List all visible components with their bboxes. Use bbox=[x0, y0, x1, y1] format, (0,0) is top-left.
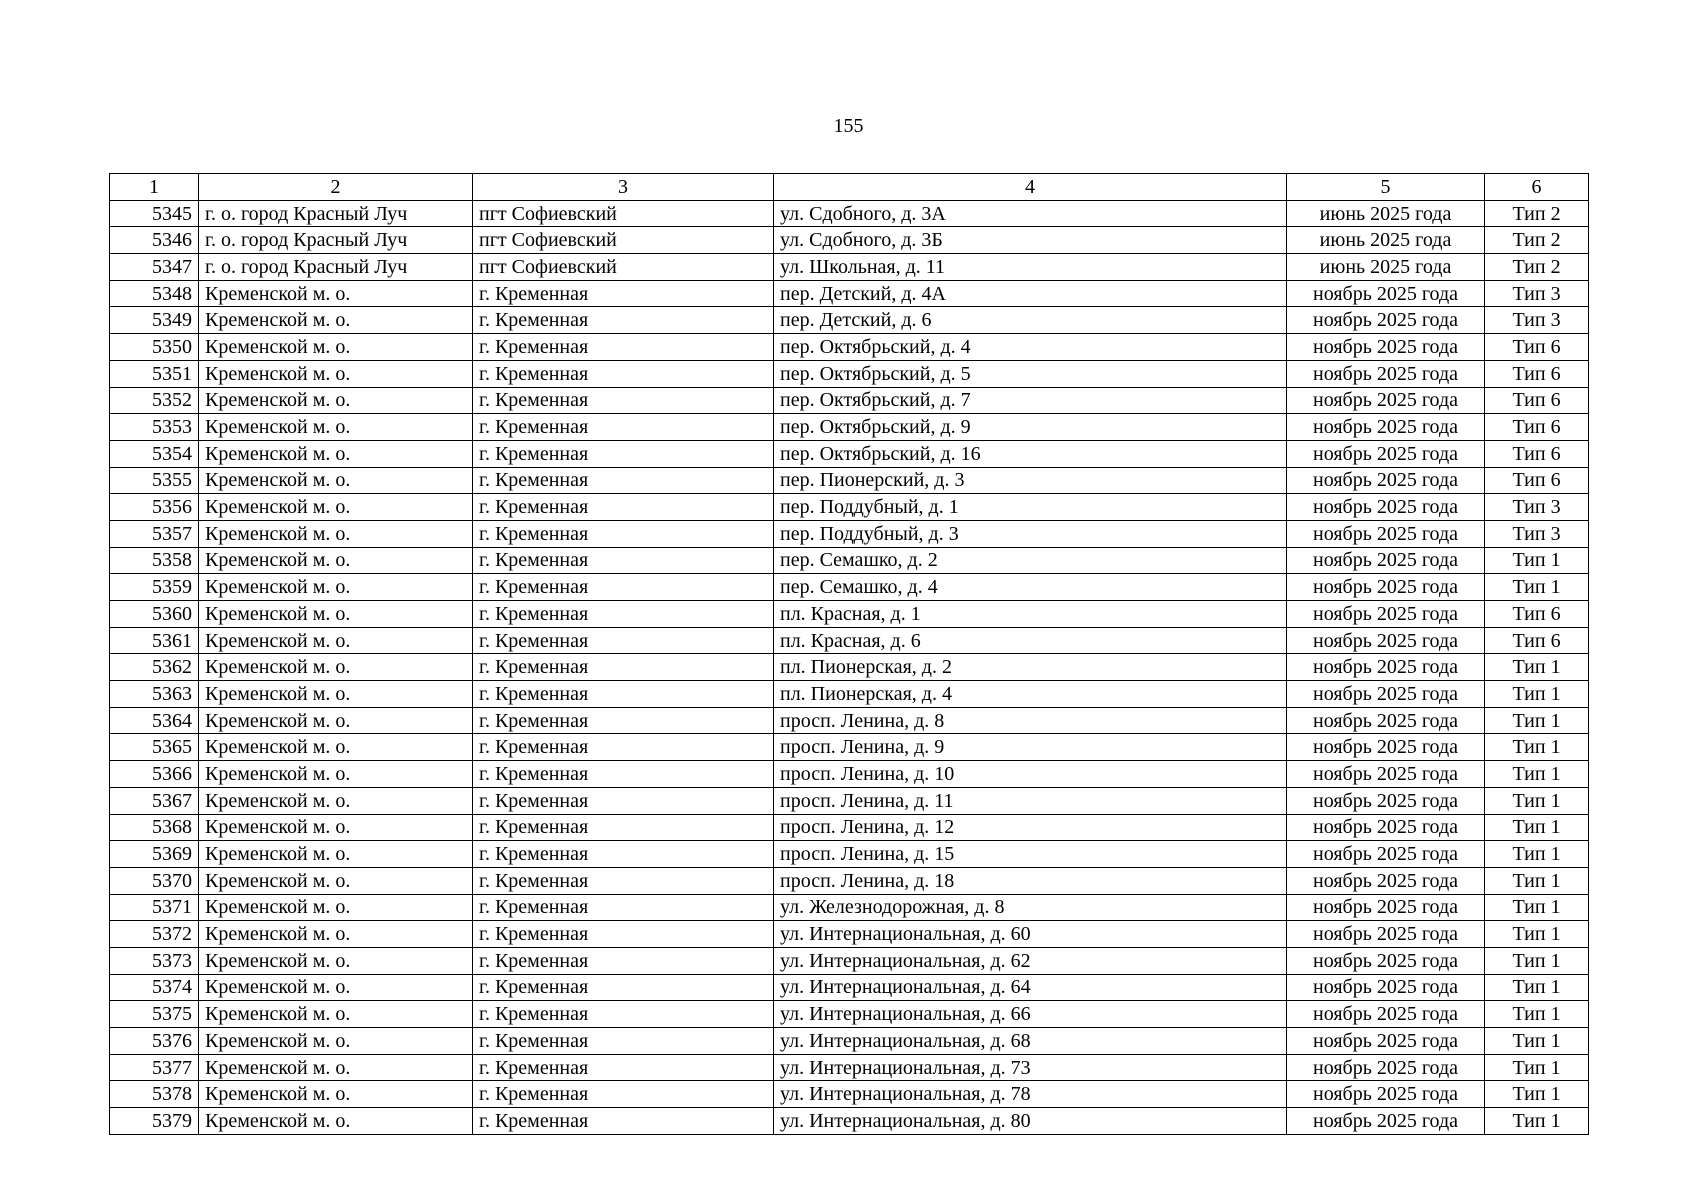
row-number-cell: 5366 bbox=[110, 761, 199, 788]
address-cell: ул. Интернациональная, д. 73 bbox=[774, 1054, 1287, 1081]
municipality-cell: г. о. город Красный Луч bbox=[199, 227, 473, 254]
period-cell: июнь 2025 года bbox=[1287, 227, 1485, 254]
row-number-cell: 5373 bbox=[110, 947, 199, 974]
municipality-cell: Кременской м. о. bbox=[199, 334, 473, 361]
period-cell: ноябрь 2025 года bbox=[1287, 654, 1485, 681]
municipality-cell: г. о. город Красный Луч bbox=[199, 200, 473, 227]
type-cell: Тип 1 bbox=[1485, 1001, 1589, 1028]
municipality-cell: Кременской м. о. bbox=[199, 280, 473, 307]
table-row bbox=[110, 681, 1589, 708]
address-cell: ул. Интернациональная, д. 60 bbox=[774, 921, 1287, 948]
type-cell: Тип 1 bbox=[1485, 867, 1589, 894]
page-number: 155 bbox=[833, 115, 864, 137]
table-row bbox=[110, 574, 1589, 601]
type-cell: Тип 1 bbox=[1485, 574, 1589, 601]
period-cell: ноябрь 2025 года bbox=[1287, 360, 1485, 387]
address-cell: пер. Детский, д. 6 bbox=[774, 307, 1287, 334]
row-number-cell: 5354 bbox=[110, 440, 199, 467]
type-cell: Тип 1 bbox=[1485, 547, 1589, 574]
address-cell: ул. Школьная, д. 11 bbox=[774, 254, 1287, 281]
address-cell: ул. Интернациональная, д. 80 bbox=[774, 1108, 1287, 1135]
type-cell: Тип 3 bbox=[1485, 520, 1589, 547]
table-body bbox=[110, 200, 1589, 1134]
row-number-cell: 5359 bbox=[110, 574, 199, 601]
municipality-cell: Кременской м. о. bbox=[199, 494, 473, 521]
municipality-cell: Кременской м. о. bbox=[199, 307, 473, 334]
table-row bbox=[110, 974, 1589, 1001]
table-row bbox=[110, 761, 1589, 788]
address-cell: просп. Ленина, д. 15 bbox=[774, 841, 1287, 868]
table-row bbox=[110, 601, 1589, 628]
type-cell: Тип 1 bbox=[1485, 761, 1589, 788]
period-cell: ноябрь 2025 года bbox=[1287, 867, 1485, 894]
table-row bbox=[110, 440, 1589, 467]
period-cell: ноябрь 2025 года bbox=[1287, 814, 1485, 841]
period-cell: ноябрь 2025 года bbox=[1287, 1028, 1485, 1055]
type-cell: Тип 1 bbox=[1485, 787, 1589, 814]
settlement-cell: г. Кременная bbox=[473, 787, 774, 814]
period-cell: ноябрь 2025 года bbox=[1287, 734, 1485, 761]
table-row bbox=[110, 654, 1589, 681]
municipality-cell: Кременской м. о. bbox=[199, 867, 473, 894]
column-header: 3 bbox=[473, 174, 774, 201]
table-row bbox=[110, 494, 1589, 521]
column-header: 4 bbox=[774, 174, 1287, 201]
period-cell: ноябрь 2025 года bbox=[1287, 467, 1485, 494]
type-cell: Тип 1 bbox=[1485, 894, 1589, 921]
period-cell: июнь 2025 года bbox=[1287, 254, 1485, 281]
period-cell: июнь 2025 года bbox=[1287, 200, 1485, 227]
address-cell: пер. Семашко, д. 4 bbox=[774, 574, 1287, 601]
row-number-cell: 5376 bbox=[110, 1028, 199, 1055]
address-cell: пер. Октябрьский, д. 7 bbox=[774, 387, 1287, 414]
period-cell: ноябрь 2025 года bbox=[1287, 1054, 1485, 1081]
table-row bbox=[110, 841, 1589, 868]
municipality-cell: Кременской м. о. bbox=[199, 440, 473, 467]
settlement-cell: г. Кременная bbox=[473, 1001, 774, 1028]
table-row bbox=[110, 467, 1589, 494]
period-cell: ноябрь 2025 года bbox=[1287, 1001, 1485, 1028]
municipality-cell: Кременской м. о. bbox=[199, 894, 473, 921]
row-number-cell: 5358 bbox=[110, 547, 199, 574]
municipality-cell: Кременской м. о. bbox=[199, 841, 473, 868]
address-cell: просп. Ленина, д. 9 bbox=[774, 734, 1287, 761]
row-number-cell: 5367 bbox=[110, 787, 199, 814]
municipality-cell: Кременской м. о. bbox=[199, 1108, 473, 1135]
settlement-cell: г. Кременная bbox=[473, 894, 774, 921]
period-cell: ноябрь 2025 года bbox=[1287, 1081, 1485, 1108]
table-row bbox=[110, 707, 1589, 734]
row-number-cell: 5346 bbox=[110, 227, 199, 254]
address-cell: пер. Октябрьский, д. 5 bbox=[774, 360, 1287, 387]
row-number-cell: 5345 bbox=[110, 200, 199, 227]
row-number-cell: 5371 bbox=[110, 894, 199, 921]
type-cell: Тип 6 bbox=[1485, 467, 1589, 494]
row-number-cell: 5360 bbox=[110, 601, 199, 628]
municipality-cell: Кременской м. о. bbox=[199, 1054, 473, 1081]
type-cell: Тип 1 bbox=[1485, 1028, 1589, 1055]
type-cell: Тип 1 bbox=[1485, 1081, 1589, 1108]
settlement-cell: г. Кременная bbox=[473, 307, 774, 334]
row-number-cell: 5361 bbox=[110, 627, 199, 654]
settlement-cell: г. Кременная bbox=[473, 814, 774, 841]
row-number-cell: 5348 bbox=[110, 280, 199, 307]
row-number-cell: 5378 bbox=[110, 1081, 199, 1108]
table-row bbox=[110, 1081, 1589, 1108]
municipality-cell: Кременской м. о. bbox=[199, 601, 473, 628]
address-cell: пер. Пионерский, д. 3 bbox=[774, 467, 1287, 494]
settlement-cell: г. Кременная bbox=[473, 627, 774, 654]
type-cell: Тип 1 bbox=[1485, 734, 1589, 761]
period-cell: ноябрь 2025 года bbox=[1287, 947, 1485, 974]
municipality-cell: Кременской м. о. bbox=[199, 467, 473, 494]
settlement-cell: г. Кременная bbox=[473, 467, 774, 494]
type-cell: Тип 6 bbox=[1485, 414, 1589, 441]
period-cell: ноябрь 2025 года bbox=[1287, 414, 1485, 441]
settlement-cell: г. Кременная bbox=[473, 440, 774, 467]
table-row bbox=[110, 200, 1589, 227]
period-cell: ноябрь 2025 года bbox=[1287, 681, 1485, 708]
type-cell: Тип 1 bbox=[1485, 1054, 1589, 1081]
settlement-cell: г. Кременная bbox=[473, 547, 774, 574]
address-cell: пер. Октябрьский, д. 16 bbox=[774, 440, 1287, 467]
settlement-cell: г. Кременная bbox=[473, 360, 774, 387]
type-cell: Тип 1 bbox=[1485, 974, 1589, 1001]
row-number-cell: 5369 bbox=[110, 841, 199, 868]
address-cell: просп. Ленина, д. 12 bbox=[774, 814, 1287, 841]
type-cell: Тип 1 bbox=[1485, 654, 1589, 681]
settlement-cell: пгт Софиевский bbox=[473, 227, 774, 254]
table-row bbox=[110, 814, 1589, 841]
municipality-cell: г. о. город Красный Луч bbox=[199, 254, 473, 281]
row-number-cell: 5370 bbox=[110, 867, 199, 894]
period-cell: ноябрь 2025 года bbox=[1287, 787, 1485, 814]
settlement-cell: пгт Софиевский bbox=[473, 254, 774, 281]
municipality-cell: Кременской м. о. bbox=[199, 627, 473, 654]
column-header: 6 bbox=[1485, 174, 1589, 201]
type-cell: Тип 1 bbox=[1485, 681, 1589, 708]
settlement-cell: г. Кременная bbox=[473, 654, 774, 681]
settlement-cell: г. Кременная bbox=[473, 1028, 774, 1055]
type-cell: Тип 1 bbox=[1485, 707, 1589, 734]
table-row bbox=[110, 520, 1589, 547]
column-header: 1 bbox=[110, 174, 199, 201]
table-row bbox=[110, 627, 1589, 654]
table-row bbox=[110, 547, 1589, 574]
period-cell: ноябрь 2025 года bbox=[1287, 707, 1485, 734]
address-cell: просп. Ленина, д. 18 bbox=[774, 867, 1287, 894]
address-cell: пер. Семашко, д. 2 bbox=[774, 547, 1287, 574]
settlement-cell: г. Кременная bbox=[473, 761, 774, 788]
table-row bbox=[110, 334, 1589, 361]
period-cell: ноябрь 2025 года bbox=[1287, 574, 1485, 601]
type-cell: Тип 2 bbox=[1485, 254, 1589, 281]
settlement-cell: г. Кременная bbox=[473, 574, 774, 601]
table-row bbox=[110, 254, 1589, 281]
municipality-cell: Кременской м. о. bbox=[199, 520, 473, 547]
type-cell: Тип 1 bbox=[1485, 921, 1589, 948]
address-cell: просп. Ленина, д. 10 bbox=[774, 761, 1287, 788]
settlement-cell: г. Кременная bbox=[473, 1108, 774, 1135]
type-cell: Тип 6 bbox=[1485, 440, 1589, 467]
municipality-cell: Кременской м. о. bbox=[199, 947, 473, 974]
municipality-cell: Кременской м. о. bbox=[199, 921, 473, 948]
settlement-cell: г. Кременная bbox=[473, 494, 774, 521]
type-cell: Тип 1 bbox=[1485, 1108, 1589, 1135]
settlement-cell: г. Кременная bbox=[473, 921, 774, 948]
settlement-cell: г. Кременная bbox=[473, 681, 774, 708]
address-cell: ул. Интернациональная, д. 68 bbox=[774, 1028, 1287, 1055]
municipality-cell: Кременской м. о. bbox=[199, 681, 473, 708]
period-cell: ноябрь 2025 года bbox=[1287, 334, 1485, 361]
settlement-cell: г. Кременная bbox=[473, 867, 774, 894]
address-cell: пер. Поддубный, д. 3 bbox=[774, 520, 1287, 547]
address-cell: пер. Октябрьский, д. 4 bbox=[774, 334, 1287, 361]
table-row bbox=[110, 1054, 1589, 1081]
period-cell: ноябрь 2025 года bbox=[1287, 307, 1485, 334]
row-number-cell: 5368 bbox=[110, 814, 199, 841]
address-cell: пл. Пионерская, д. 4 bbox=[774, 681, 1287, 708]
table-row bbox=[110, 867, 1589, 894]
address-cell: пл. Красная, д. 1 bbox=[774, 601, 1287, 628]
row-number-cell: 5349 bbox=[110, 307, 199, 334]
address-cell: ул. Сдобного, д. 3А bbox=[774, 200, 1287, 227]
settlement-cell: г. Кременная bbox=[473, 841, 774, 868]
period-cell: ноябрь 2025 года bbox=[1287, 520, 1485, 547]
address-cell: ул. Интернациональная, д. 78 bbox=[774, 1081, 1287, 1108]
type-cell: Тип 2 bbox=[1485, 200, 1589, 227]
table-row bbox=[110, 414, 1589, 441]
municipality-cell: Кременской м. о. bbox=[199, 974, 473, 1001]
row-number-cell: 5374 bbox=[110, 974, 199, 1001]
table-row bbox=[110, 307, 1589, 334]
type-cell: Тип 3 bbox=[1485, 494, 1589, 521]
table-row bbox=[110, 280, 1589, 307]
settlement-cell: г. Кременная bbox=[473, 520, 774, 547]
row-number-cell: 5357 bbox=[110, 520, 199, 547]
period-cell: ноябрь 2025 года bbox=[1287, 921, 1485, 948]
table-row bbox=[110, 947, 1589, 974]
period-cell: ноябрь 2025 года bbox=[1287, 1108, 1485, 1135]
type-cell: Тип 2 bbox=[1485, 227, 1589, 254]
register-table bbox=[109, 173, 1589, 1135]
municipality-cell: Кременской м. о. bbox=[199, 707, 473, 734]
row-number-cell: 5350 bbox=[110, 334, 199, 361]
address-cell: ул. Интернациональная, д. 62 bbox=[774, 947, 1287, 974]
table-row bbox=[110, 734, 1589, 761]
table-row bbox=[110, 387, 1589, 414]
settlement-cell: г. Кременная bbox=[473, 334, 774, 361]
settlement-cell: г. Кременная bbox=[473, 414, 774, 441]
type-cell: Тип 3 bbox=[1485, 307, 1589, 334]
type-cell: Тип 1 bbox=[1485, 814, 1589, 841]
type-cell: Тип 6 bbox=[1485, 387, 1589, 414]
municipality-cell: Кременской м. о. bbox=[199, 1028, 473, 1055]
period-cell: ноябрь 2025 года bbox=[1287, 974, 1485, 1001]
municipality-cell: Кременской м. о. bbox=[199, 1081, 473, 1108]
table-header bbox=[110, 174, 1589, 201]
column-header: 2 bbox=[199, 174, 473, 201]
period-cell: ноябрь 2025 года bbox=[1287, 627, 1485, 654]
address-cell: просп. Ленина, д. 8 bbox=[774, 707, 1287, 734]
header-row bbox=[110, 174, 1589, 201]
address-cell: ул. Железнодорожная, д. 8 bbox=[774, 894, 1287, 921]
type-cell: Тип 1 bbox=[1485, 841, 1589, 868]
table-row bbox=[110, 1108, 1589, 1135]
table-row bbox=[110, 360, 1589, 387]
type-cell: Тип 6 bbox=[1485, 334, 1589, 361]
municipality-cell: Кременской м. о. bbox=[199, 414, 473, 441]
address-cell: пл. Пионерская, д. 2 bbox=[774, 654, 1287, 681]
type-cell: Тип 1 bbox=[1485, 947, 1589, 974]
settlement-cell: пгт Софиевский bbox=[473, 200, 774, 227]
table-row bbox=[110, 787, 1589, 814]
period-cell: ноябрь 2025 года bbox=[1287, 601, 1485, 628]
address-cell: пер. Октябрьский, д. 9 bbox=[774, 414, 1287, 441]
settlement-cell: г. Кременная bbox=[473, 601, 774, 628]
municipality-cell: Кременской м. о. bbox=[199, 360, 473, 387]
municipality-cell: Кременской м. о. bbox=[199, 1001, 473, 1028]
address-cell: пер. Детский, д. 4А bbox=[774, 280, 1287, 307]
settlement-cell: г. Кременная bbox=[473, 707, 774, 734]
type-cell: Тип 6 bbox=[1485, 601, 1589, 628]
period-cell: ноябрь 2025 года bbox=[1287, 440, 1485, 467]
municipality-cell: Кременской м. о. bbox=[199, 547, 473, 574]
municipality-cell: Кременской м. о. bbox=[199, 761, 473, 788]
municipality-cell: Кременской м. о. bbox=[199, 654, 473, 681]
municipality-cell: Кременской м. о. bbox=[199, 787, 473, 814]
type-cell: Тип 3 bbox=[1485, 280, 1589, 307]
period-cell: ноябрь 2025 года bbox=[1287, 387, 1485, 414]
table-row bbox=[110, 1028, 1589, 1055]
address-cell: ул. Интернациональная, д. 66 bbox=[774, 1001, 1287, 1028]
period-cell: ноябрь 2025 года bbox=[1287, 841, 1485, 868]
row-number-cell: 5377 bbox=[110, 1054, 199, 1081]
row-number-cell: 5363 bbox=[110, 681, 199, 708]
type-cell: Тип 6 bbox=[1485, 360, 1589, 387]
row-number-cell: 5352 bbox=[110, 387, 199, 414]
row-number-cell: 5353 bbox=[110, 414, 199, 441]
row-number-cell: 5375 bbox=[110, 1001, 199, 1028]
address-cell: ул. Сдобного, д. 3Б bbox=[774, 227, 1287, 254]
row-number-cell: 5364 bbox=[110, 707, 199, 734]
period-cell: ноябрь 2025 года bbox=[1287, 280, 1485, 307]
period-cell: ноябрь 2025 года bbox=[1287, 894, 1485, 921]
row-number-cell: 5347 bbox=[110, 254, 199, 281]
address-cell: ул. Интернациональная, д. 64 bbox=[774, 974, 1287, 1001]
row-number-cell: 5356 bbox=[110, 494, 199, 521]
municipality-cell: Кременской м. о. bbox=[199, 387, 473, 414]
settlement-cell: г. Кременная bbox=[473, 1054, 774, 1081]
table-row bbox=[110, 227, 1589, 254]
table-row bbox=[110, 894, 1589, 921]
address-cell: просп. Ленина, д. 11 bbox=[774, 787, 1287, 814]
period-cell: ноябрь 2025 года bbox=[1287, 494, 1485, 521]
settlement-cell: г. Кременная bbox=[473, 280, 774, 307]
municipality-cell: Кременской м. о. bbox=[199, 814, 473, 841]
address-cell: пл. Красная, д. 6 bbox=[774, 627, 1287, 654]
row-number-cell: 5362 bbox=[110, 654, 199, 681]
row-number-cell: 5351 bbox=[110, 360, 199, 387]
period-cell: ноябрь 2025 года bbox=[1287, 547, 1485, 574]
table-row bbox=[110, 1001, 1589, 1028]
settlement-cell: г. Кременная bbox=[473, 1081, 774, 1108]
settlement-cell: г. Кременная bbox=[473, 387, 774, 414]
period-cell: ноябрь 2025 года bbox=[1287, 761, 1485, 788]
type-cell: Тип 6 bbox=[1485, 627, 1589, 654]
row-number-cell: 5355 bbox=[110, 467, 199, 494]
settlement-cell: г. Кременная bbox=[473, 947, 774, 974]
table-row bbox=[110, 921, 1589, 948]
address-cell: пер. Поддубный, д. 1 bbox=[774, 494, 1287, 521]
row-number-cell: 5379 bbox=[110, 1108, 199, 1135]
municipality-cell: Кременской м. о. bbox=[199, 734, 473, 761]
settlement-cell: г. Кременная bbox=[473, 974, 774, 1001]
row-number-cell: 5372 bbox=[110, 921, 199, 948]
municipality-cell: Кременской м. о. bbox=[199, 574, 473, 601]
row-number-cell: 5365 bbox=[110, 734, 199, 761]
settlement-cell: г. Кременная bbox=[473, 734, 774, 761]
column-header: 5 bbox=[1287, 174, 1485, 201]
